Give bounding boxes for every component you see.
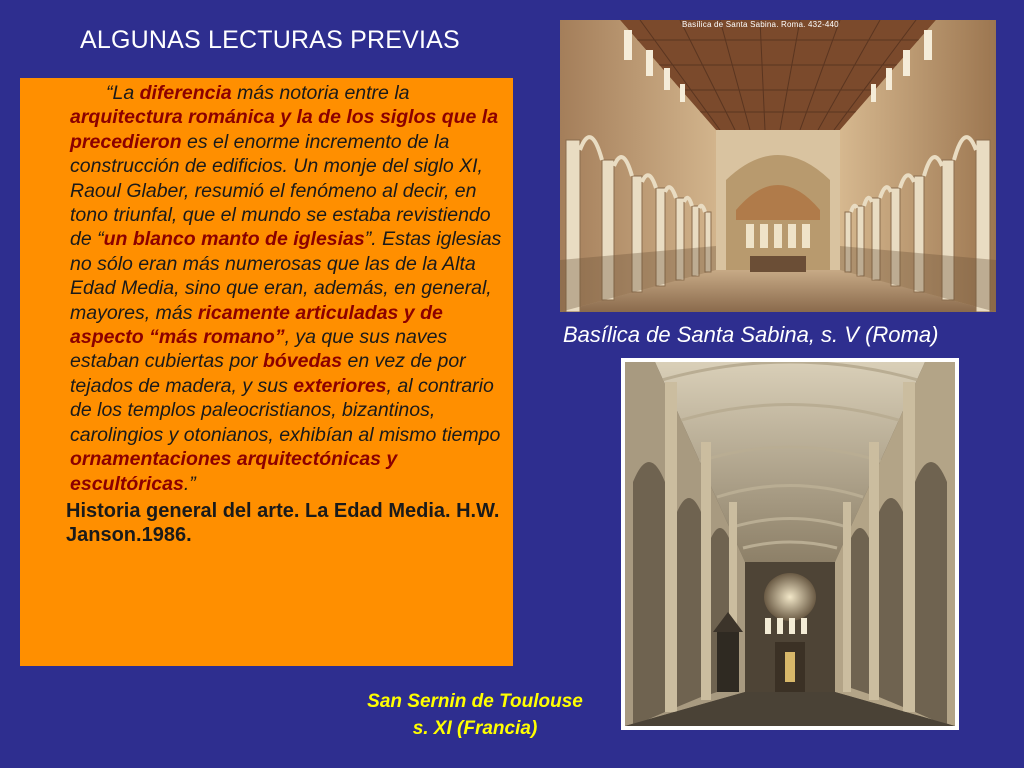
- quote-emphasis: bóvedas: [262, 350, 343, 373]
- san-sernin-photo-frame: [621, 358, 959, 730]
- santa-sabina-illustration: [560, 20, 996, 312]
- slide-title: ALGUNAS LECTURAS PREVIAS: [80, 26, 460, 54]
- santa-sabina-caption: Basílica de Santa Sabina, s. V (Roma): [563, 322, 939, 347]
- san-sernin-illustration: [625, 362, 955, 726]
- quote-emphasis: diferencia: [139, 82, 232, 104]
- quote-segment: “La: [106, 82, 140, 104]
- quote-box: [20, 78, 513, 666]
- quote-segment: , al contrario de los templos paleocristianos, bizantinos, carolingios y otonianos, exhibían al mismo tiempo: [70, 374, 501, 446]
- quote-emphasis: ornamentaciones arquitectónicas y escultóricas: [70, 448, 398, 495]
- quote-emphasis: un blanco manto de iglesias: [103, 228, 365, 251]
- san-sernin-caption: [330, 688, 620, 742]
- quote-segment: es el enorme incremento de la construcción de edificios. Un monje del siglo XI, Raoul Glaber, resumió el fenómeno al decir, en tono triunfal, que el mundo se estaba revistiendo de “: [70, 130, 491, 251]
- santa-sabina-photo: [560, 20, 996, 312]
- san-sernin-photo: [625, 362, 955, 726]
- quote-segment: más notoria entre la: [231, 82, 410, 104]
- quote-segment: en vez de por tejados de madera, y sus: [70, 350, 466, 397]
- san-sernin-caption-line2: s. XI (Francia): [412, 718, 538, 739]
- quote-source: Historia general del arte. La Edad Media. H.W. Janson.1986.: [66, 499, 500, 546]
- quote-emphasis: exteriores: [293, 374, 387, 397]
- quote-emphasis: arquitectura románica y la de los siglos que la precedieron: [70, 106, 499, 153]
- san-sernin-caption-line1: San Sernin de Toulouse: [367, 691, 583, 712]
- quote-segment: .”: [183, 472, 196, 495]
- quote-segment: , ya que sus naves estaban cubiertas por: [70, 326, 448, 373]
- quote-segment: ”. Estas iglesias no sólo eran más numerosas que las de la Alta Edad Media, sino que eran, además, en general, mayores, más: [70, 228, 502, 324]
- quote-text: [70, 78, 503, 496]
- santa-sabina-photo-label: Basílica de Santa Sabina. Roma. 432-440: [682, 20, 839, 29]
- quote-emphasis: ricamente articuladas y de aspecto “más romano”: [70, 301, 443, 349]
